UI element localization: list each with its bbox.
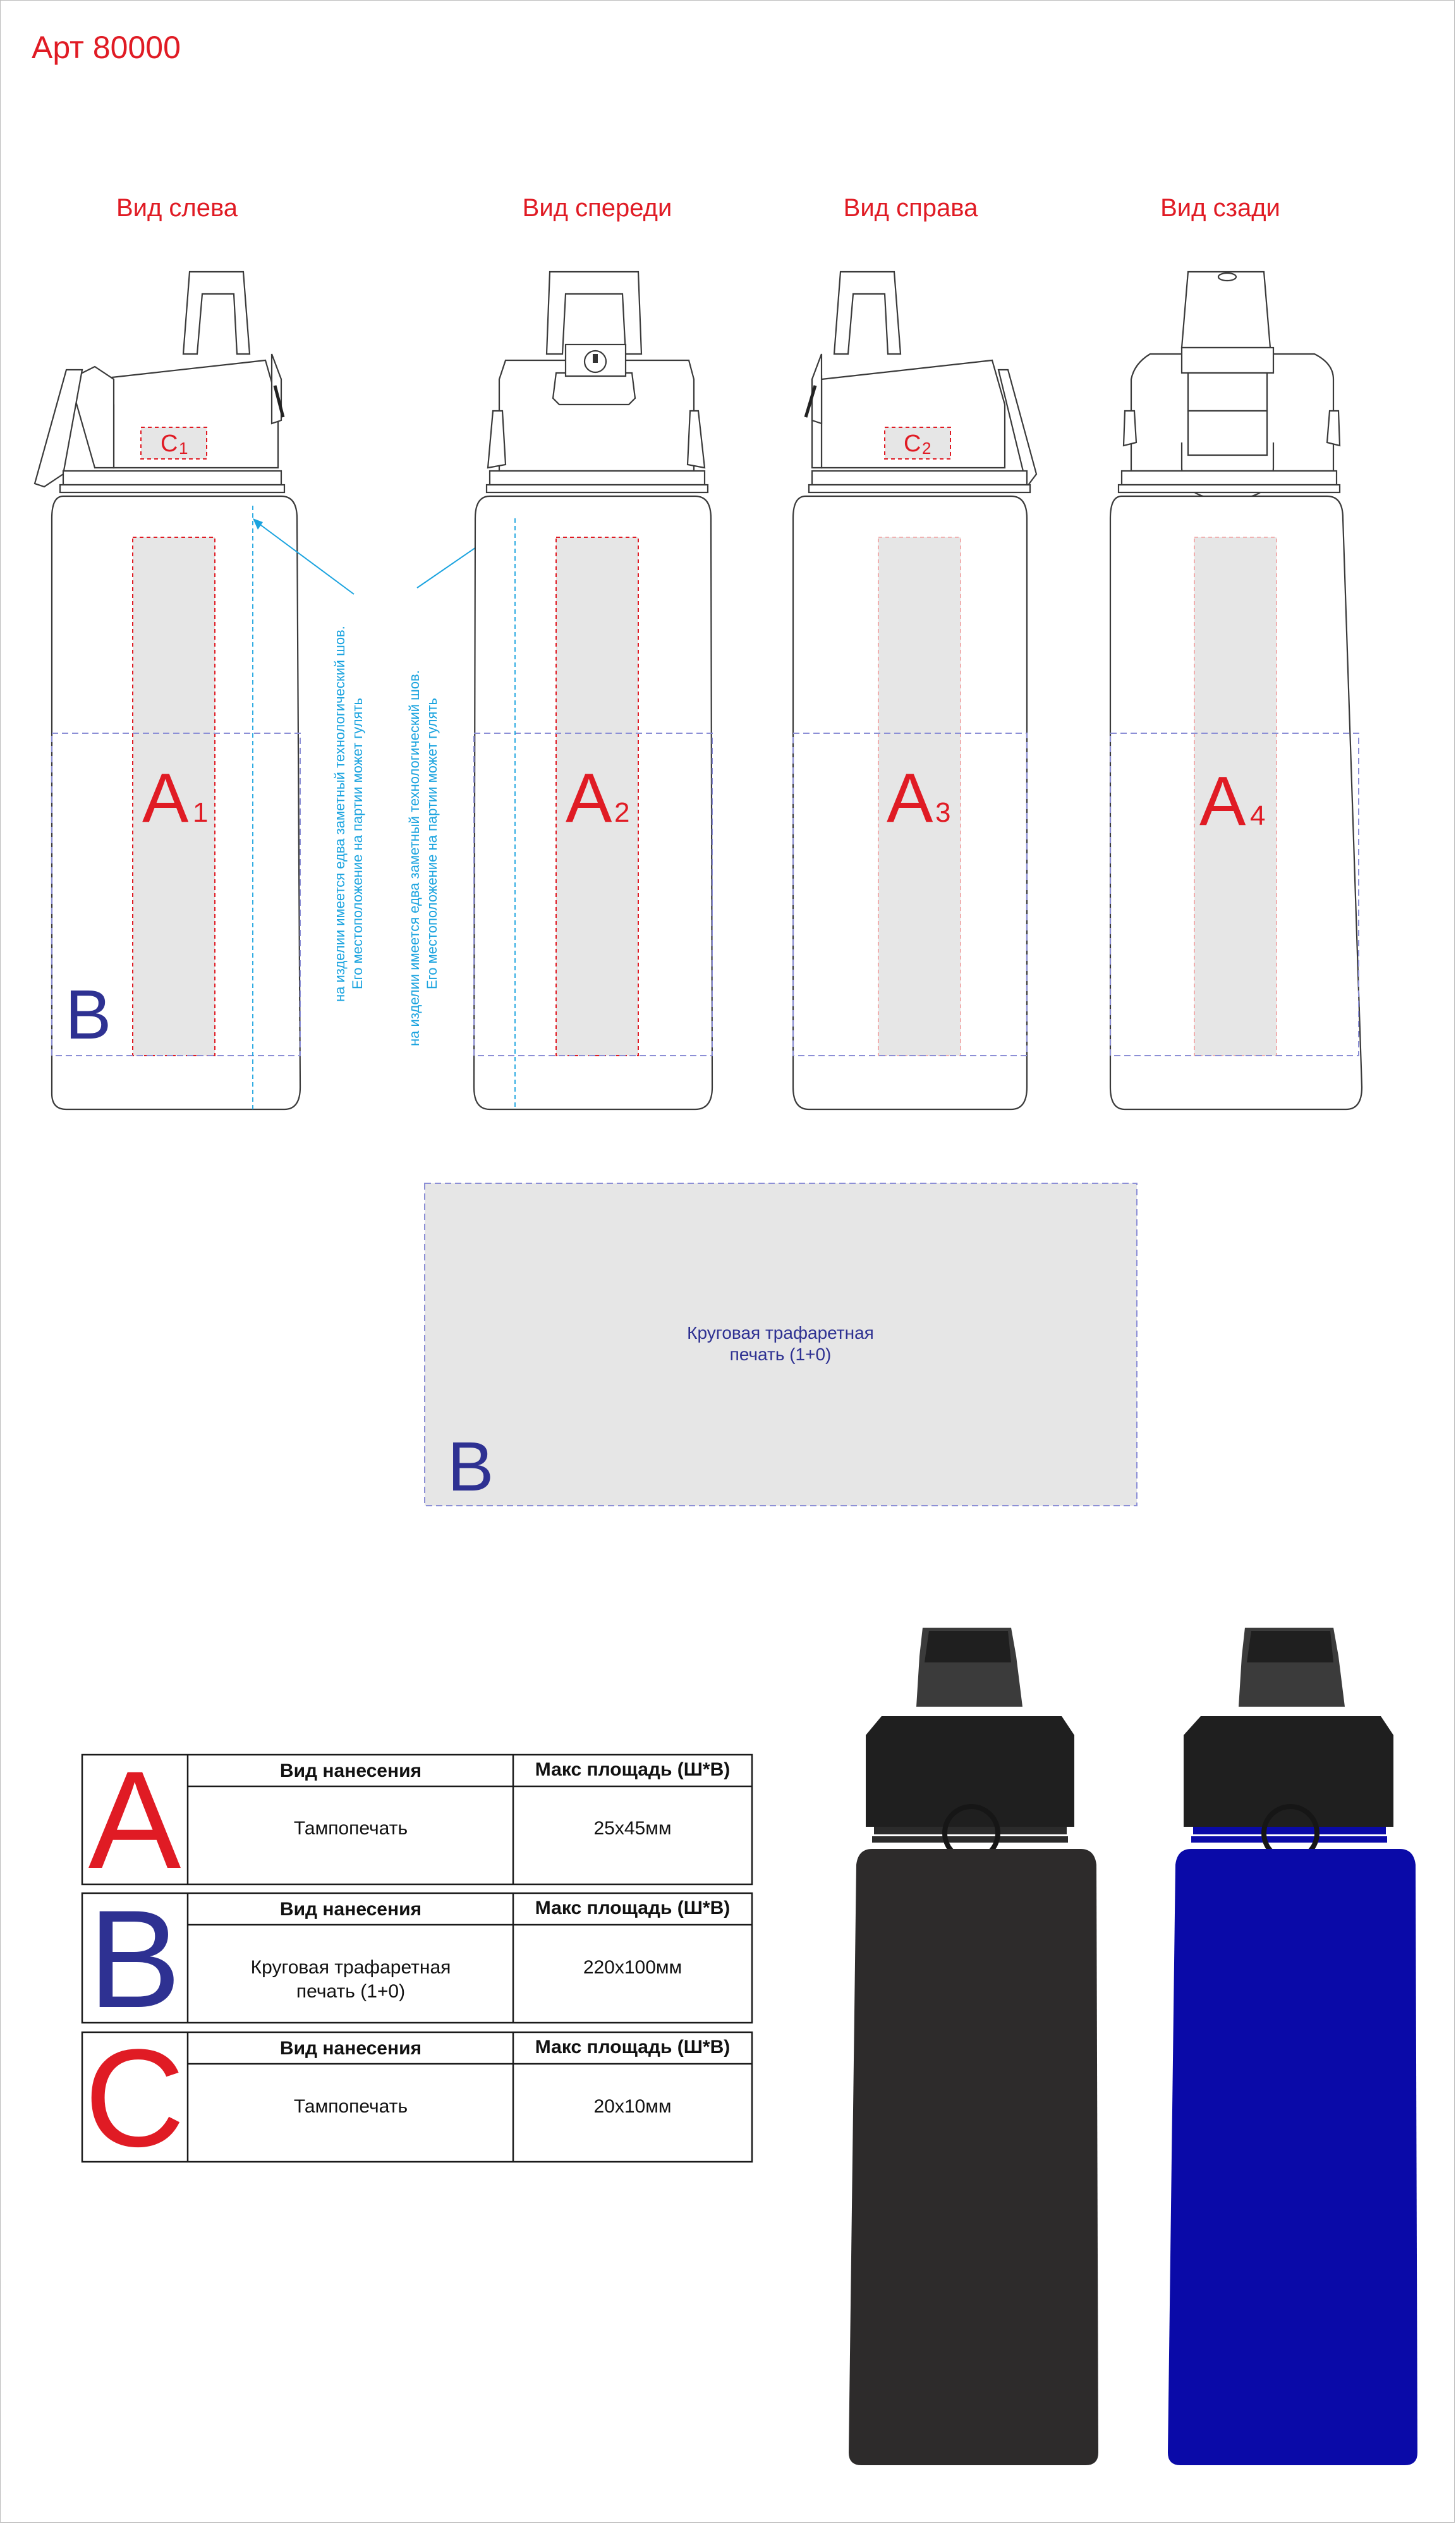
zone-c1-letter: C <box>161 430 178 457</box>
view-title-left: Вид слева <box>116 194 238 222</box>
spec-row-c-header-area: Макс площадь (Ш*В) <box>535 2037 731 2058</box>
zone-a3-letter: A <box>887 759 933 837</box>
view-front <box>474 194 712 1109</box>
spec-row-a-header-method: Вид нанесения <box>279 1760 422 1781</box>
article-title: Арт 80000 <box>32 30 181 65</box>
seam-note-1-line1: на изделии имеется едва заметный технологический шов. <box>332 626 348 1002</box>
zone-a1-sub: 1 <box>193 797 209 828</box>
zone-a4-letter: A <box>1199 762 1246 840</box>
view-title-right: Вид справа <box>843 194 978 222</box>
seam-note-2-line2: Его местоположение на партии может гулять <box>424 698 440 989</box>
bottle-sample-black <box>849 1628 1098 2465</box>
spec-row-b-header-area: Макс площадь (Ш*В) <box>535 1898 731 1918</box>
spec-row-b <box>82 1881 752 2037</box>
b-panel-text-line2: печать (1+0) <box>729 1344 832 1364</box>
spec-row-c-header-method: Вид нанесения <box>279 2038 422 2059</box>
seam-note-2-line1: на изделии имеется едва заметный технологический шов. <box>406 670 422 1046</box>
zone-a3-sub: 3 <box>935 797 951 828</box>
spec-row-a <box>82 1742 752 1898</box>
b-panel-text-line1: Круговая трафаретная <box>687 1323 874 1343</box>
zone-a2-letter: A <box>566 759 612 837</box>
spec-row-a-header-area: Макс площадь (Ш*В) <box>535 1759 731 1780</box>
view-title-front: Вид спереди <box>522 194 672 222</box>
zone-a2-sub: 2 <box>614 797 630 828</box>
spec-row-b-letter: B <box>88 1881 181 2037</box>
zone-c2-letter: C <box>904 430 921 457</box>
view-back <box>1110 194 1362 1109</box>
spec-row-a-area: 25x45мм <box>593 1818 672 1839</box>
spec-row-c-method: Тампопечать <box>293 2096 408 2117</box>
print-spec-table <box>82 1742 752 2176</box>
spec-row-b-area: 220x100мм <box>583 1957 682 1978</box>
zone-a4-sub: 4 <box>1250 800 1266 831</box>
bottle-cap-left <box>35 272 284 492</box>
view-right <box>793 194 1036 1109</box>
spec-row-b-method-line2: печать (1+0) <box>296 1981 406 2002</box>
spec-row-b-method-line1: Круговая трафаретная <box>250 1957 451 1978</box>
bottle-cap-front <box>487 272 708 492</box>
zone-a1-letter: A <box>142 759 189 837</box>
view-title-back: Вид сзади <box>1160 194 1280 222</box>
band-b-label: B <box>65 976 112 1054</box>
spec-row-a-letter: A <box>88 1742 181 1898</box>
spec-row-c-letter: C <box>84 2020 185 2176</box>
zone-c2-sub: 2 <box>922 439 931 458</box>
bottle-cap-right <box>806 272 1036 492</box>
spec-row-c-area: 20x10мм <box>593 2096 672 2117</box>
view-left <box>35 194 300 1109</box>
b-panel-letter: B <box>447 1428 494 1506</box>
spec-row-c <box>82 2020 752 2176</box>
spec-row-b-header-method: Вид нанесения <box>279 1899 422 1920</box>
seam-note-1-line2: Его местоположение на партии может гулять <box>349 698 365 989</box>
spec-row-a-method: Тампопечать <box>293 1818 408 1839</box>
bottle-cap-back <box>1119 272 1340 499</box>
b-unrolled-panel <box>425 1183 1137 1506</box>
bottle-sample-blue <box>1168 1628 1417 2465</box>
zone-c1-sub: 1 <box>179 439 188 458</box>
